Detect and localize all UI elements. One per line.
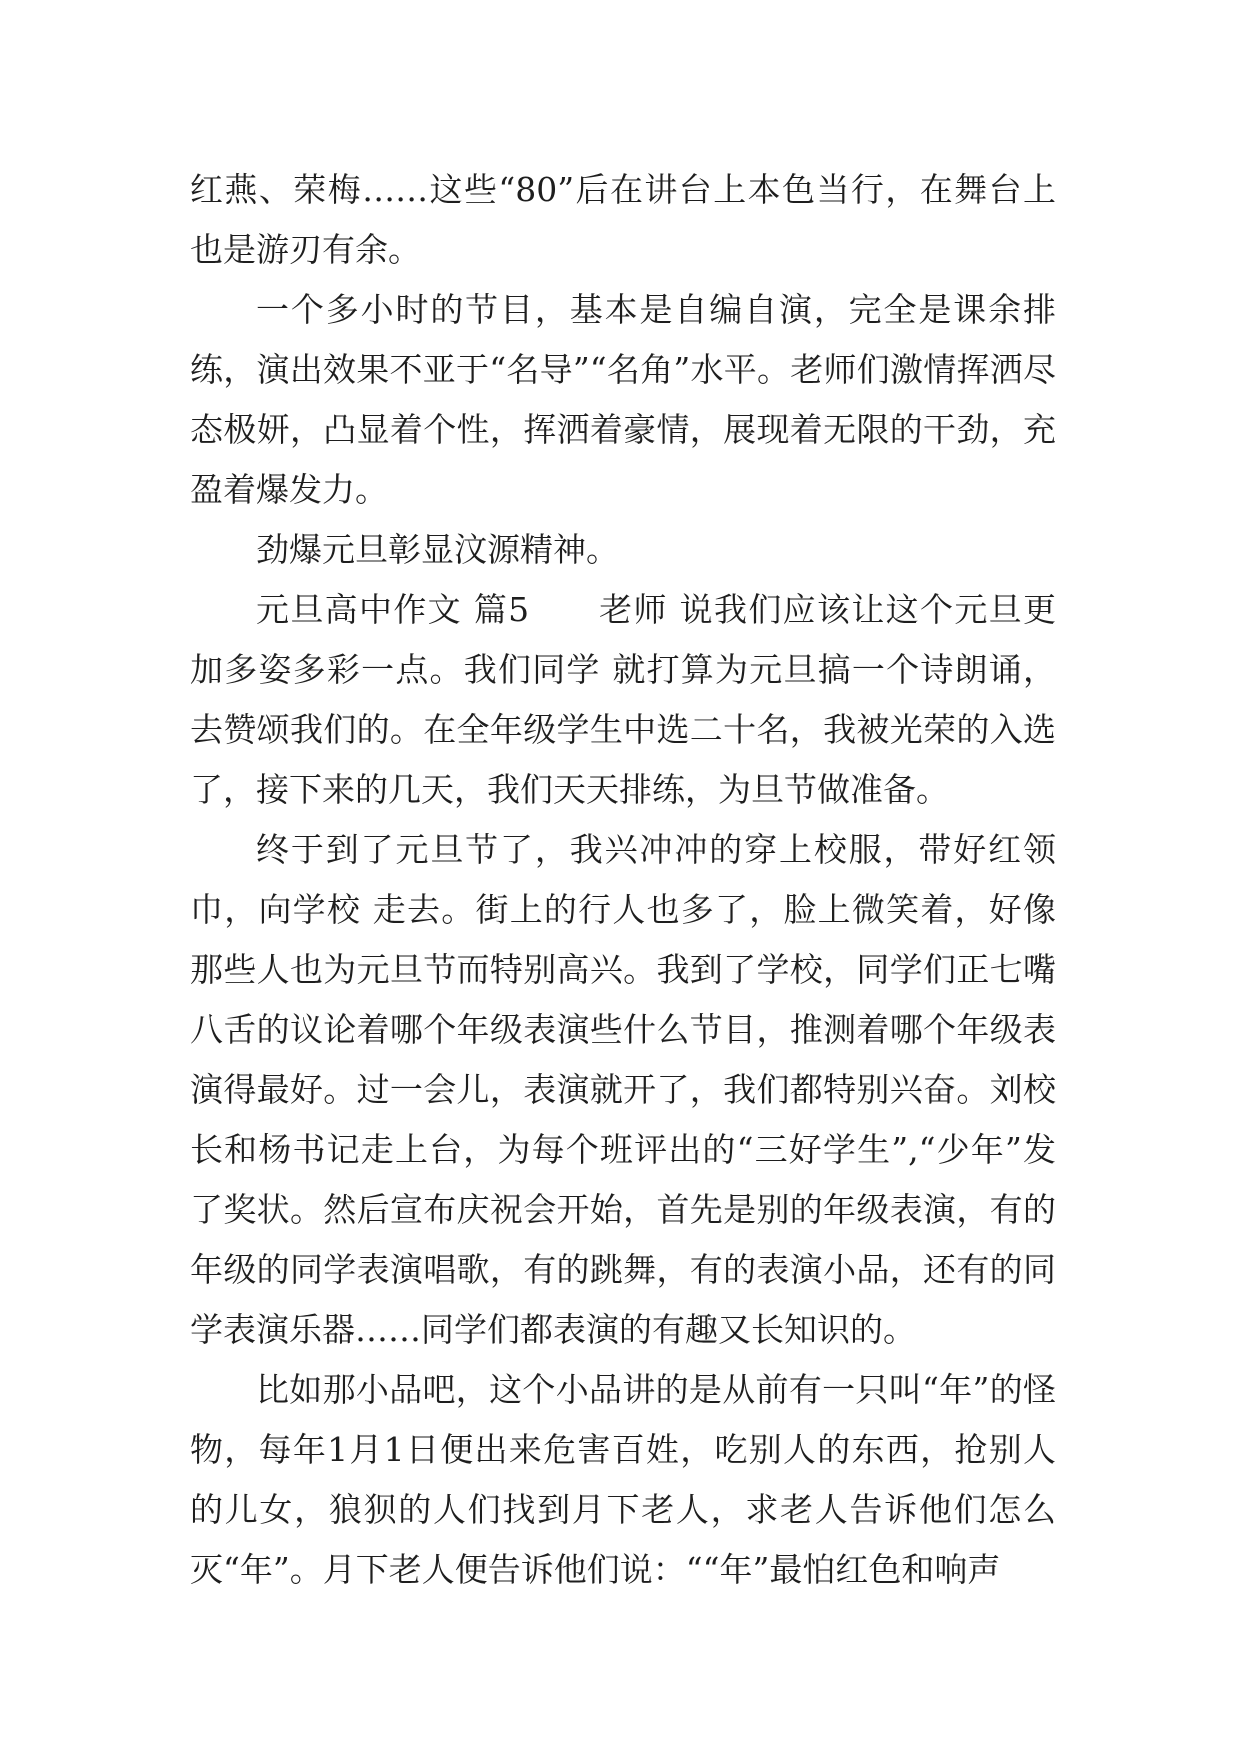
paragraph: 劲爆元旦彰显汶源精神。 <box>256 530 619 569</box>
paragraph-continuation: 红燕、荣梅……这些“80”后在讲台上本色当行，在舞台上也是游刃有余。 <box>190 170 1056 269</box>
paragraph: 元旦高中作文 篇5 老师 说我们应该让这个元旦更加多姿多彩一点。我们同学 就打算为元旦搞一个诗朗诵，去赞颂我们的。在全年级学生中选二十名，我被光荣的入选了，接下来的几天，我们天天排练，为旦节做准备。 <box>190 590 1056 809</box>
paragraph: 终于到了元旦节了，我兴冲冲的穿上校服，带好红领巾，向学校 走去。街上的行人也多了，脸上微笑着，好像那些人也为元旦节而特别高兴。我到了学校，同学们正七嘴八舌的议论着哪个年级表演些什么节目，推测着哪个年级表演得最好。过一会儿，表演就开了，我们都特别兴奋。刘校长和杨书记走上台，为每个班评出的“三好学生”,“少年”发了奖状。然后宣布庆祝会开始，首先是别的年级表演，有的年级的同学表演唱歌，有的跳舞，有的表演小品，还有的同学表演乐器……同学们都表演的有趣又长知识的。 <box>190 830 1056 1349</box>
paragraph: 比如那小品吧，这个小品讲的是从前有一只叫“年”的怪物，每年1月1日便出来危害百姓，吃别人的东西，抢别人的儿女，狼狈的人们找到月下老人，求老人告诉他们怎么灭“年”。月下老人便告诉他们说：““年”最怕红色和响声 <box>190 1370 1056 1589</box>
paragraph: 一个多小时的节目，基本是自编自演，完全是课余排练，演出效果不亚于“名导”“名角”水平。老师们激情挥洒尽态极妍，凸显着个性，挥洒着豪情，展现着无限的干劲，充盈着爆发力。 <box>190 290 1056 509</box>
document-body <box>190 160 1056 1600</box>
